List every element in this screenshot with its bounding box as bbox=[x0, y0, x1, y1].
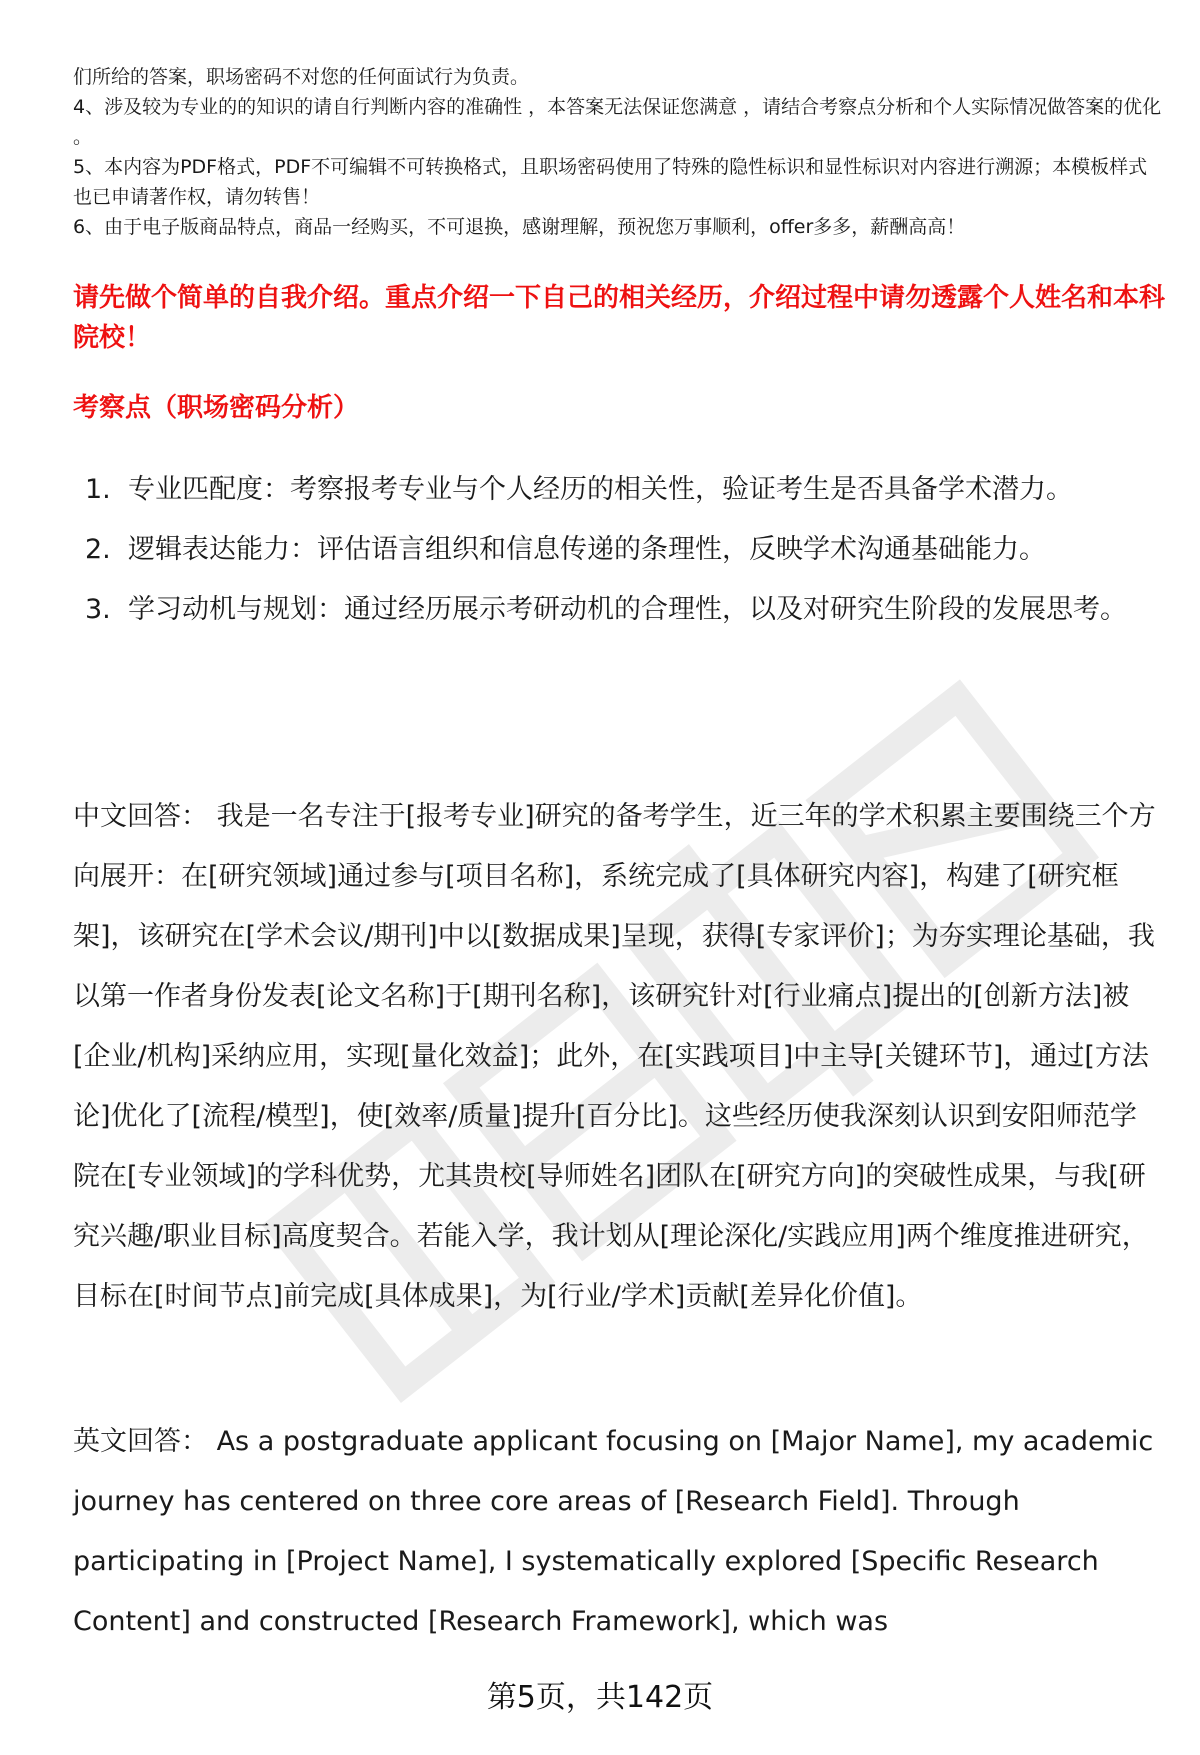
list-number: 1. bbox=[85, 474, 111, 505]
analysis-title: 考察点（职场密码分析） bbox=[73, 393, 360, 423]
list-item bbox=[73, 580, 1153, 640]
analysis-points bbox=[73, 460, 1153, 640]
notice-line: 5、本内容为PDF格式，PDF不可编辑不可转换格式，且职场密码使用了特殊的隐性标识和显性标识对内容进行溯源；本模板样式也已申请著作权，请勿转售！ bbox=[73, 156, 1148, 208]
chinese-answer: 中文回答： 我是一名专注于[报考专业]研究的备考学生，近三年的学术积累主要围绕三个方向展开：在[研究领域]通过参与[项目名称]，系统完成了[具体研究内容]，构建了[研究框架]，该研究在[学术会议/期刊]中以[数据成果]呈现，获得[专家评价]；为夯实理论基础，我以第一作者身份发表[论文名称]于[期刊名称]，该研究针对[行业痛点]提出的[创新方法]被[企业/机构]采纳应用，实现[量化效益]；此外，在[实践项目]中主导[关键环节]，通过[方法论]优化了[流程/模型]，使[效率/质量]提升[百分比]。这些经历使我深刻认识到安阳师范学院在[专业领域]的学科优势，尤其贵校[导师姓名]团队在[研究方向]的突破性成果，与我[研究兴趣/职业目标]高度契合。若能入学，我计划从[理论深化/实践应用]两个维度推进研究，目标在[时间节点]前完成[具体成果]，为[行业/学术]贡献[差异化价值]。 bbox=[73, 801, 1156, 1312]
english-answer: 英文回答： As a postgraduate applicant focusing on [Major Name], my academic journey has centered on three core areas of [Research Field]. Through participating in [Project Name], I systematically explored [Specific Research Content] and constructed [Research Framework], which was bbox=[73, 1426, 1154, 1637]
notice-line: 4、涉及较为专业的的知识的请自行判断内容的准确性 ，本答案无法保证您满意 ，请结合考察点分析和个人实际情况做答案的优化 。 bbox=[73, 96, 1162, 148]
notice-line: 们所给的答案，职场密码不对您的任何面试行为负责。 bbox=[73, 66, 530, 88]
list-item-text: 专业匹配度：考察报考专业与个人经历的相关性，验证考生是否具备学术潜力。 bbox=[128, 474, 1073, 505]
list-number: 3. bbox=[85, 594, 111, 625]
notice-line: 6、由于电子版商品特点，商品一经购买，不可退换，感谢理解，预祝您万事顺利，offer多多，薪酬高高！ bbox=[73, 216, 966, 238]
list-item-text: 学习动机与规划：通过经历展示考研动机的合理性，以及对研究生阶段的发展思考。 bbox=[128, 594, 1127, 625]
page-number: 第5页，共142页 bbox=[486, 1680, 714, 1715]
notice-block bbox=[73, 62, 1163, 242]
interview-question: 请先做个简单的自我介绍。重点介绍一下自己的相关经历，介绍过程中请勿透露个人姓名和本科院校！ bbox=[73, 283, 1166, 353]
list-item bbox=[73, 520, 1153, 580]
list-item bbox=[73, 460, 1153, 520]
list-item-text: 逻辑表达能力：评估语言组织和信息传递的条理性，反映学术沟通基础能力。 bbox=[128, 534, 1046, 565]
list-number: 2. bbox=[85, 534, 111, 565]
